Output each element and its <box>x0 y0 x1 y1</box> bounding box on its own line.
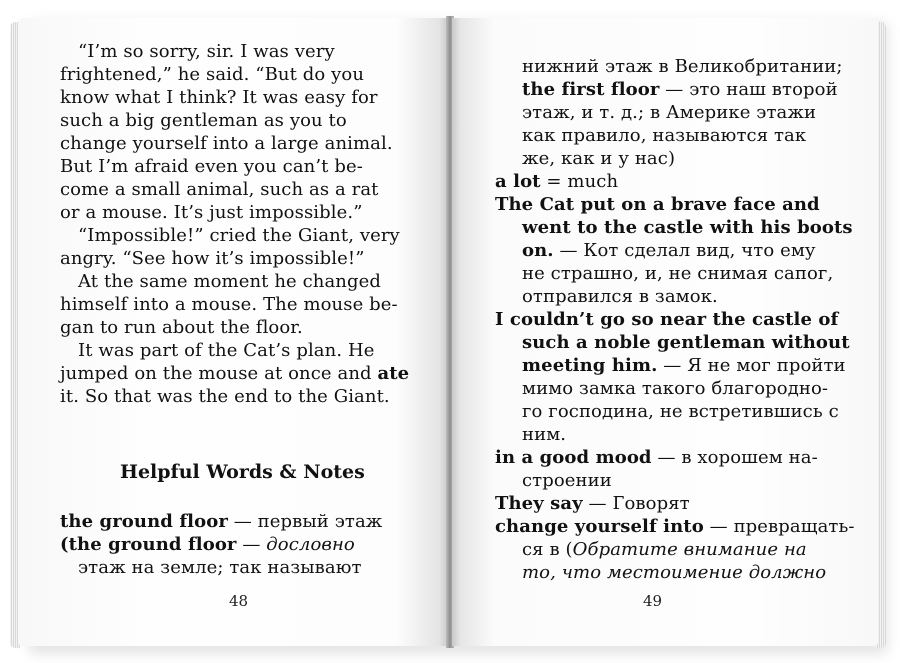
note-line: как правило, называются так <box>522 125 807 146</box>
note-line <box>495 446 818 469</box>
note-text: — Я не мог пройти <box>657 355 846 376</box>
note-line <box>60 510 382 533</box>
story-line: But I’m afraid even you can’t be- <box>60 156 363 177</box>
note-text: — <box>236 534 267 555</box>
story-line: come a small animal, such as a rat <box>60 179 379 200</box>
story-line: know what I think? It was easy for <box>60 87 378 108</box>
note-line <box>522 239 816 262</box>
story-line: angry. “See how it’s impossible!” <box>60 248 365 269</box>
note-term: a lot <box>495 171 541 192</box>
note-term-line: The Cat put on a brave face and <box>495 194 820 215</box>
note-italic: Обратите внимание на <box>572 539 807 560</box>
note-text: = much <box>540 171 619 192</box>
note-line: мимо замка такого благородно- <box>522 378 829 399</box>
note-term: in a good mood <box>495 447 652 468</box>
note-term: on. <box>522 240 554 261</box>
note-line <box>495 492 690 515</box>
story-line-text: jumped on the mouse at once and <box>60 363 372 384</box>
note-line: не страшно, и, не снимая сапог, <box>522 263 834 284</box>
note-term-line: I couldn’t go so near the castle of <box>495 309 839 330</box>
story-line: frightened,” he said. “But do you <box>60 64 365 85</box>
note-text: — превращать- <box>703 516 855 537</box>
note-line <box>495 170 618 193</box>
note-text: — Говорят <box>582 493 690 514</box>
story-line <box>60 362 409 385</box>
note-line <box>522 538 807 561</box>
notes-heading: Helpful Words & Notes <box>120 461 365 483</box>
note-line: отправился в замок. <box>522 286 718 307</box>
note-line: же, как и у нас) <box>522 148 676 169</box>
story-line: “Impossible!” cried the Giant, very <box>78 225 400 246</box>
note-text: — это наш второй <box>659 79 838 100</box>
page-number-left: 48 <box>229 592 249 610</box>
story-line: himself into a mouse. The mouse be- <box>60 294 398 315</box>
story-line: It was part of the Cat’s plan. He <box>78 340 375 361</box>
note-italic-line: то, что местоимение должно <box>522 562 827 583</box>
note-text: — первый этаж <box>227 511 383 532</box>
note-text: — Кот сделал вид, что ему <box>553 240 816 261</box>
story-line: change yourself into a large animal. <box>60 133 393 154</box>
note-line: ним. <box>522 424 567 445</box>
note-term: the first floor <box>522 79 660 100</box>
story-line: “I’m so sorry, sir. I was very <box>78 41 335 62</box>
note-line: нижний этаж в Великобритании; <box>522 56 843 77</box>
story-line: it. So that was the end to the Giant. <box>60 386 390 407</box>
glossary-word-ate: ate <box>377 363 410 384</box>
story-line: At the same moment he changed <box>78 271 381 292</box>
note-italic: дословно <box>266 534 355 555</box>
note-term-line: such a noble gentleman without <box>522 332 850 353</box>
story-line: such a big gentleman as you to <box>60 110 347 131</box>
note-line <box>60 533 355 556</box>
note-term: They say <box>495 493 583 514</box>
note-term: the ground floor <box>60 511 228 532</box>
note-term: (the ground floor <box>60 534 237 555</box>
note-term: change yourself into <box>495 516 704 537</box>
note-line: строении <box>522 470 612 491</box>
note-line: этаж, и т. д.; в Америке этажи <box>522 102 817 123</box>
note-line: го господина, не встретившись с <box>522 401 839 422</box>
note-line <box>522 78 838 101</box>
note-line <box>495 515 855 538</box>
note-line: этаж на земле; так называют <box>78 557 362 578</box>
note-term: meeting him. <box>522 355 658 376</box>
note-line <box>522 354 846 377</box>
note-term-line: went to the castle with his boots <box>522 217 853 238</box>
story-line: or a mouse. It’s just impossible.” <box>60 202 363 223</box>
page-number-right: 49 <box>643 592 663 610</box>
note-text: ся в ( <box>522 539 573 560</box>
story-line: gan to run about the floor. <box>60 317 303 338</box>
note-text: — в хорошем на- <box>651 447 818 468</box>
